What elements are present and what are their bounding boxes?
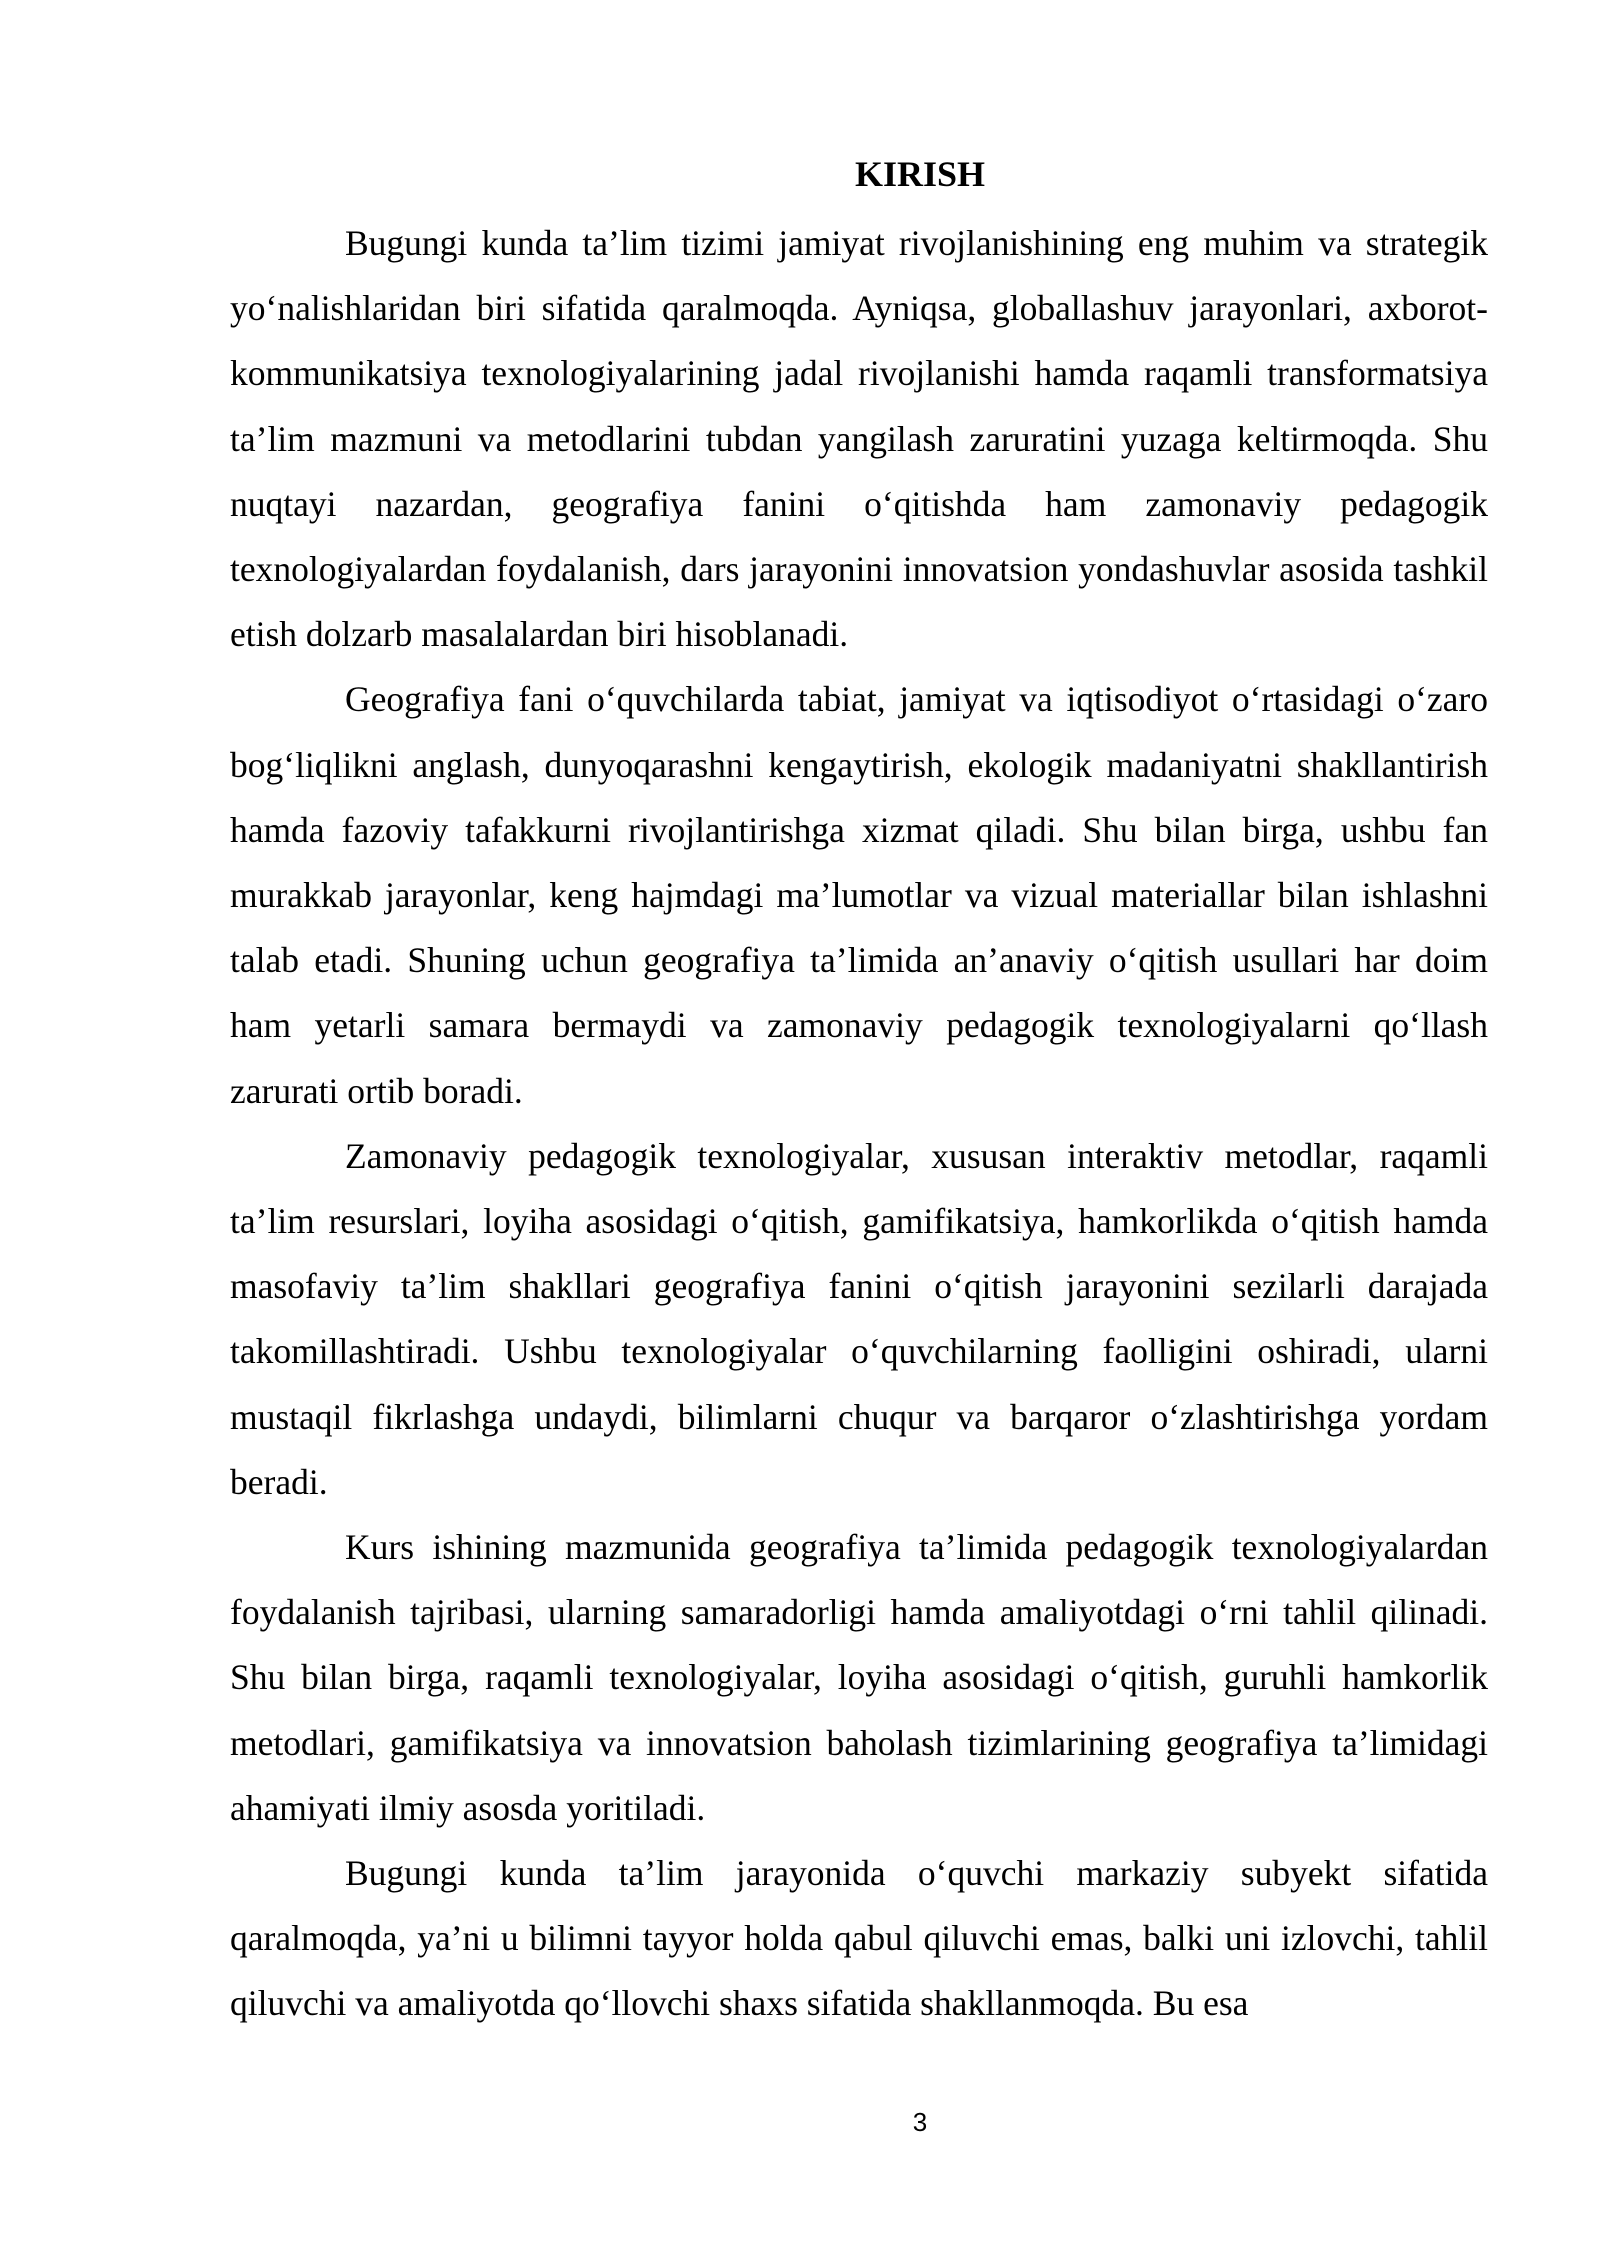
page-number: 3 — [912, 2107, 928, 2137]
paragraph-5: Bugungi kunda ta’lim jarayonida o‘quvchi markaziy subyekt sifatida qaralmoqda, ya’ni u bilimni tayyor holda qabul qiluvchi emas, balki uni izlovchi, tahlil qiluvchi va amaliyotda qo‘llovchi shaxs sifatida shakllanmoqda. Bu esa — [230, 1853, 1488, 2024]
paragraph-2: Geografiya fani o‘quvchilarda tabiat, jamiyat va iqtisodiyot o‘rtasidagi o‘zaro bog‘liqlikni anglash, dunyoqarashni kengaytirish, ekologik madaniyatni shakllantirish hamda fazoviy tafakkurni rivojlantirishga xizmat qiladi. Shu bilan birga, ushbu fan murakkab jarayonlar, keng hajmdagi ma’lumotlar va vizual materiallar bilan ishlashni talab etadi. Shuning uchun geografiya ta’limida an’anaviy o‘qitish usullari har doim ham yetarli samara bermaydi va zamonaviy pedagogik texnologiyalarni qo‘llash zarurati ortib boradi. — [230, 679, 1488, 1111]
body-text — [230, 211, 1488, 2037]
paragraph-4: Kurs ishining mazmunida geografiya ta’limida pedagogik texnologiyalardan foydalanish tajribasi, ularning samaradorligi hamda amaliyotdagi o‘rni tahlil qilinadi. Shu bilan birga, raqamli texnologiyalar, loyiha asosidagi o‘qitish, guruhli hamkorlik metodlari, gamifikatsiya va innovatsion baholash tizimlarining geografiya ta’limidagi ahamiyati ilmiy asosda yoritiladi. — [230, 1527, 1488, 1828]
section-heading: KIRISH — [854, 154, 986, 194]
paragraph-1: Bugungi kunda ta’lim tizimi jamiyat rivojlanishining eng muhim va strategik yo‘nalishlaridan biri sifatida qaralmoqda. Ayniqsa, globallashuv jarayonlari, axborot-kommunikatsiya texnologiyalarining jadal rivojlanishi hamda raqamli transformatsiya ta’lim mazmuni va metodlarini tubdan yangilash zaruratini yuzaga keltirmoqda. Shu nuqtayi nazardan, geografiya fanini o‘qitishda ham zamonaviy pedagogik texnologiyalardan foydalanish, dars jarayonini innovatsion yondashuvlar asosida tashkil etish dolzarb masalalardan biri hisoblanadi. — [230, 223, 1488, 655]
paragraph-3: Zamonaviy pedagogik texnologiyalar, xususan interaktiv metodlar, raqamli ta’lim resurslari, loyiha asosidagi o‘qitish, gamifikatsiya, hamkorlikda o‘qitish hamda masofaviy ta’lim shakllari geografiya fanini o‘qitish jarayonini sezilarli darajada takomillashtiradi. Ushbu texnologiyalar o‘quvchilarning faolligini oshiradi, ularni mustaqil fikrlashga undaydi, bilimlarni chuqur va barqaror o‘zlashtirishga yordam beradi. — [230, 1135, 1488, 1502]
